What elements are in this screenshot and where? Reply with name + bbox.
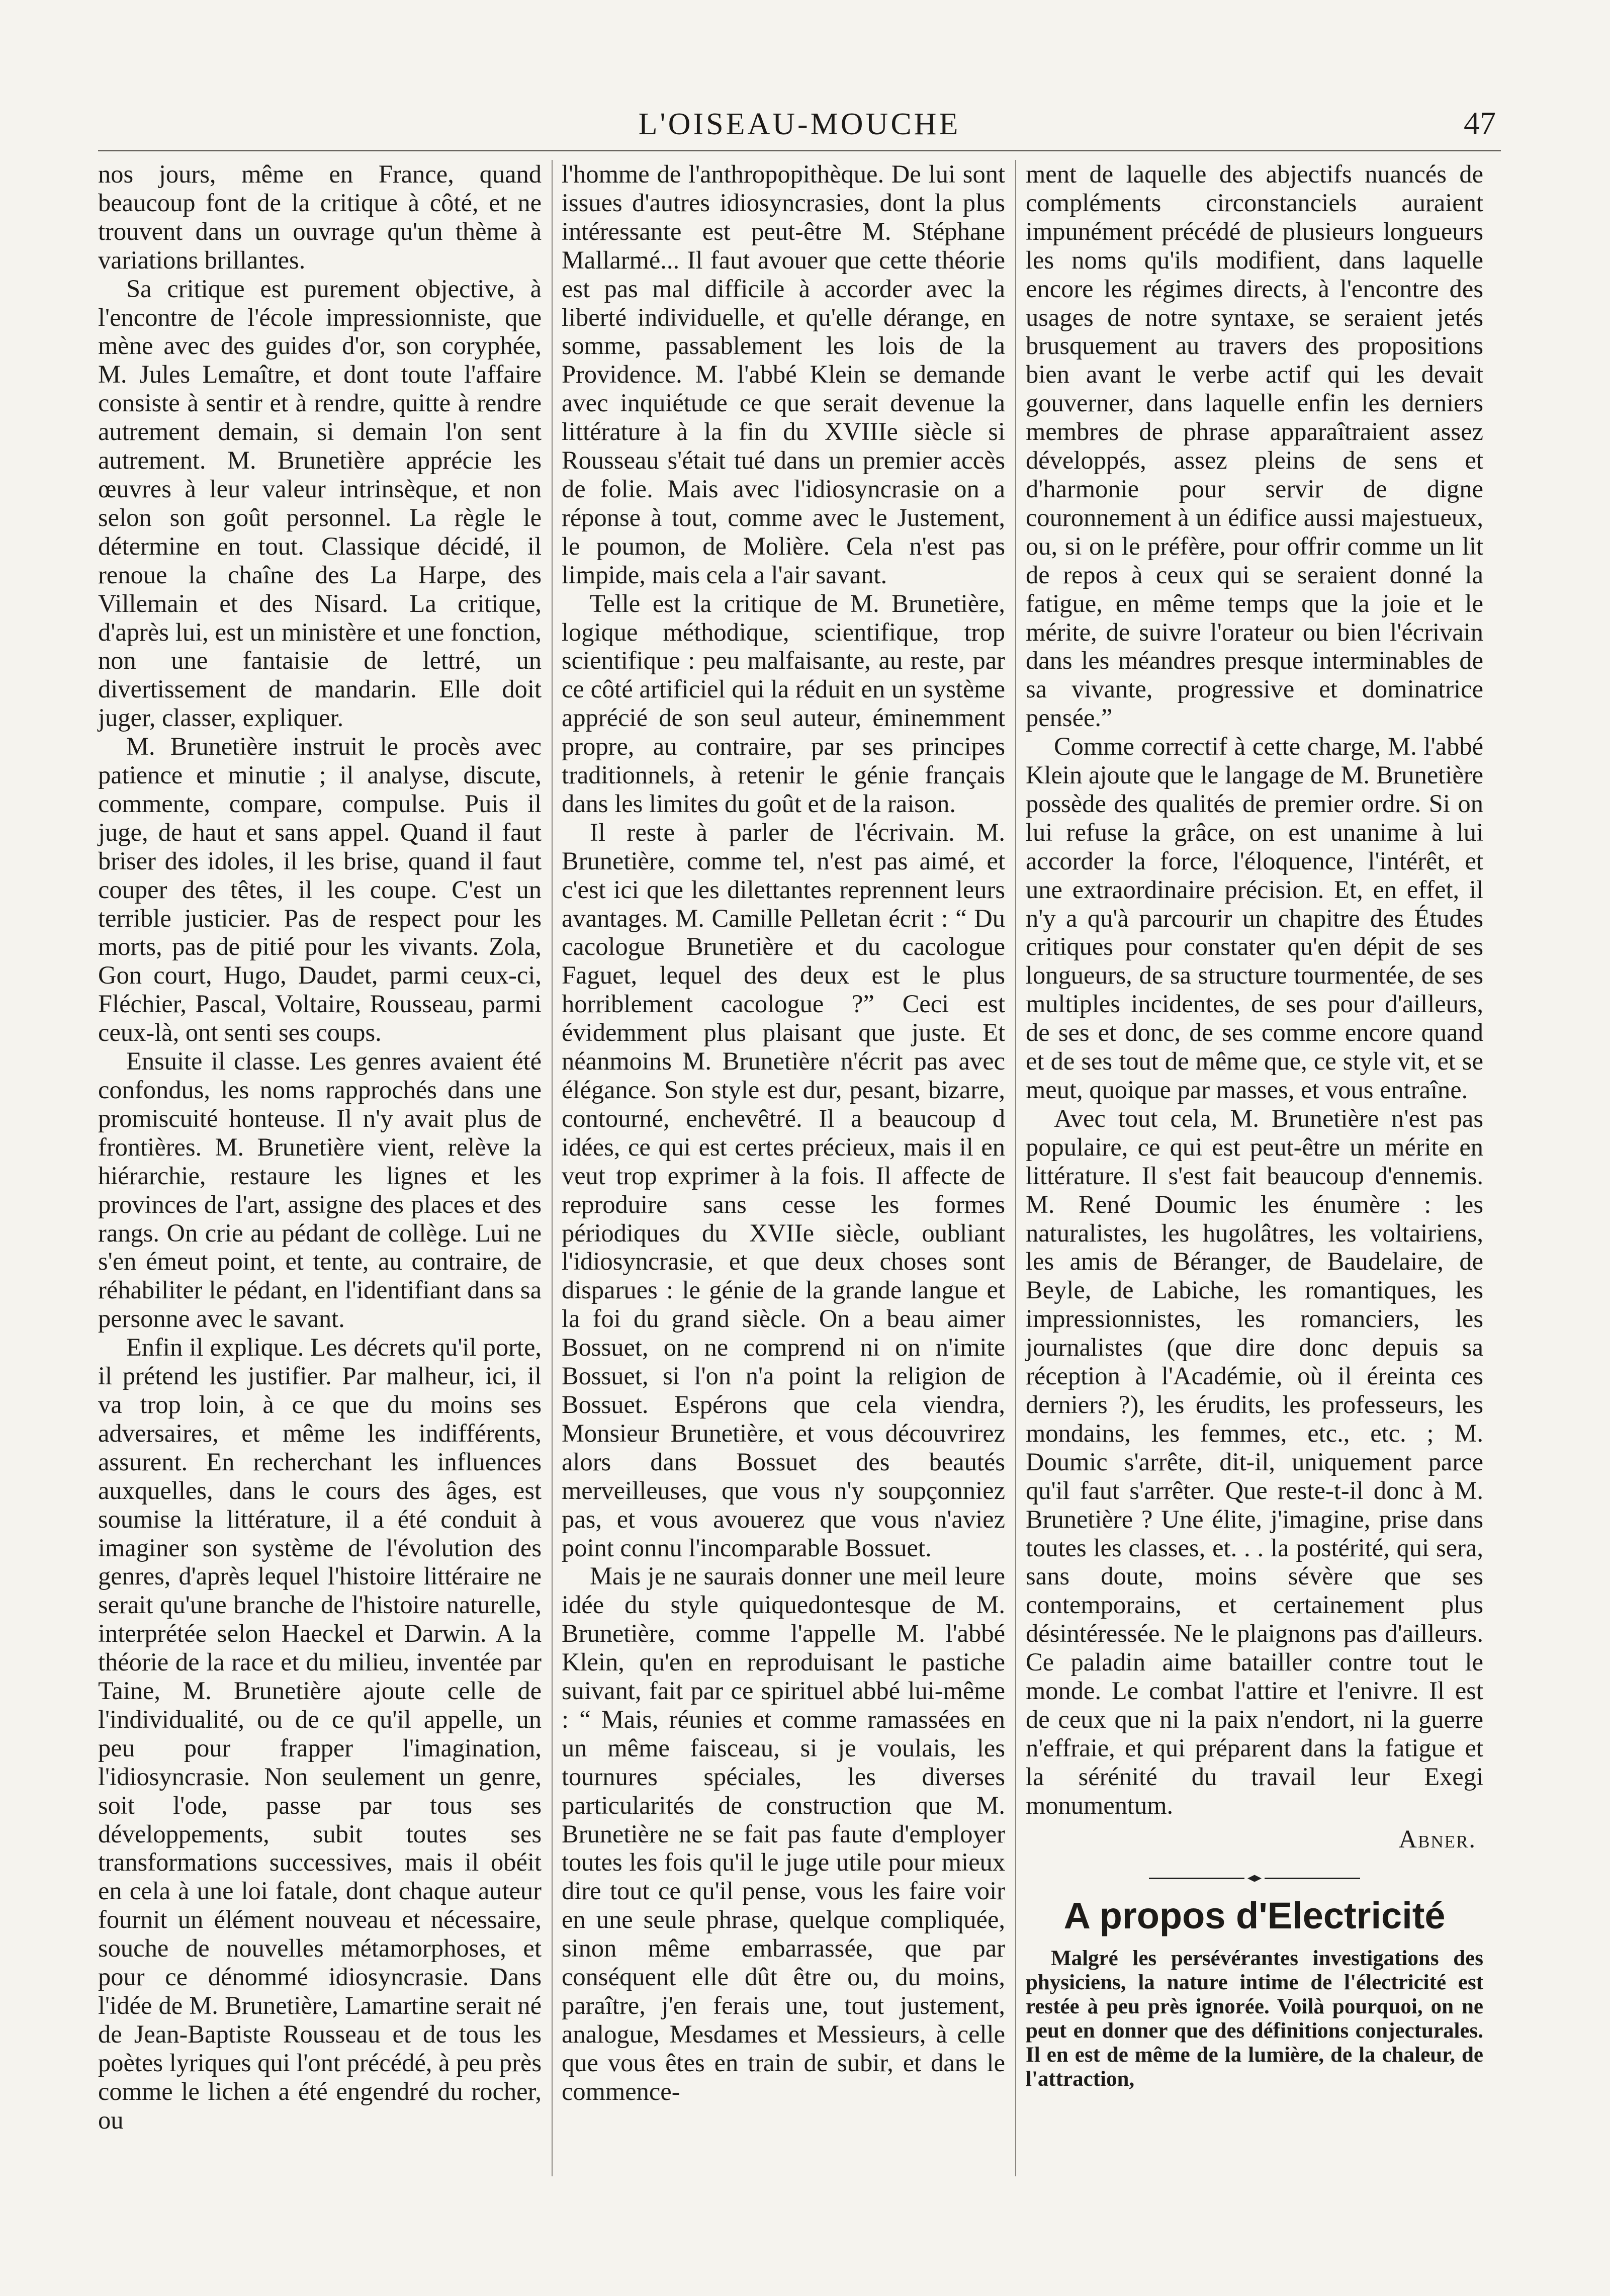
text-column-1 [98,160,542,2135]
paragraph: Malgré les persévérantes investigations des physiciens, la nature intime de l'électricité est restée à peu près ignorée. Voilà pourquoi, on ne peut en donner que des définitions conjecturales. Il en est de même de la lumière, de la chaleur, de l'attraction, [1026,1947,1483,2091]
paragraph: nos jours, même en France, quand beaucoup font de la critique à côté, et ne trouvent dans un ouvrage qu'un thème à variations brillantes. [98,160,542,274]
paragraph: Il reste à parler de l'écrivain. M. Brunetière, comme tel, n'est pas aimé, et c'est ici que les dilettantes reprennent leurs avantages. M. Camille Pelletan écrit : “ Du cacologue Brunetière et du cacologue Faguet, lequel des deux est le plus horriblement cacologue ?” Ceci est évidemment plus plaisant que juste. Et néanmoins M. Brunetière n'écrit pas avec élégance. Son style est dur, pesant, bizarre, contourné, enchevêtré. Il a beaucoup d idées, ce qui est certes précieux, mais il en veut trop exprimer à la fois. Il affecte de reproduire sans cesse les formes périodiques du XVIIe siècle, oubliant l'idiosyncrasie, et que deux choses sont disparues : le génie de la grande langue et la foi du grand siècle. On a beau aimer Bossuet, on ne comprend ni on n'imite Bossuet, si l'on n'a point la religion de Bossuet. Espérons que cela viendra, Monsieur Brunetière, et vous découvrirez alors dans Bossuet des beautés merveilleuses, que vous n'y soupçonniez pas, et vous avouerez que vous n'aviez point connu l'incomparable Bossuet. [562,818,1005,1562]
section-body [1026,1947,1483,2091]
paragraph: ment de laquelle des abjectifs nuancés de compléments circonstanciels auraient impunément précédé de plusieurs longueurs les noms qu'ils modifient, dans laquelle encore les régimes directs, à l'encontre des usages de notre syntaxe, se seraient jetés brusquement au travers des propositions bien avant le verbe actif qui les devait gouverner, dans laquelle enfin les derniers membres de phrase apparaîtraient assez développés, assez pleins de sens et d'harmonie pour servir de digne couronnement à un édifice aussi majestueux, ou, si on le préfère, pour offrir comme un lit de repos à ceux qui se seraient donné la fatigue, en même temps que la joie et le mérite, de suivre l'orateur ou bien l'écrivain dans les méandres presque interminables de sa vivante, progressive et dominatrice pensée.” [1026,160,1483,732]
paragraph: l'homme de l'anthropopithèque. De lui sont issues d'autres idiosyncrasies, dont la plus intéressante est peut-être M. Stéphane Mallarmé... Il faut avouer que cette théorie est pas mal difficile à accorder avec la liberté individuelle, et qu'elle dérange, en somme, passablement les lois de la Providence. M. l'abbé Klein se demande avec inquiétude ce que serait devenue la littérature à la fin du XVIIIe siècle si Rousseau s'était tué dans un premier accès de folie. Mais avec l'idiosyncrasie on a réponse à tout, comme avec le Justement, le poumon, de Molière. Cela n'est pas limpide, mais cela a l'air savant. [562,160,1005,589]
paragraph: Comme correctif à cette charge, M. l'abbé Klein ajoute que le langage de M. Brunetière possède des qualités de premier ordre. Si on lui refuse la grâce, on est unanime à lui accorder la force, l'éloquence, l'intérêt, et une extraordinaire précision. Et, en effet, il n'y a qu'à parcourir un chapitre des Études critiques pour constater qu'en dépit de ses longueurs, de sa structure tourmentée, de ses multiples incidentes, de ses pour d'ailleurs, de ses et donc, de ses comme encore quand et de ses tout de même que, ce style vit, et se meut, quoique par masses, et vous entraîne. [1026,732,1483,1104]
paragraph: Enfin il explique. Les décrets qu'il porte, il prétend les justifier. Par malheur, ici, il va trop loin, à ce que du moins ses adversaires, et même les indifférents, assurent. En recherchant les influences auxquelles, dans le cours des âges, est soumise la littérature, il a été conduit à imaginer son système de l'évolution des genres, d'après lequel l'histoire littéraire ne serait qu'une branche de l'histoire naturelle, interprétée selon Haeckel et Darwin. A la théorie de la race et du milieu, inventée par Taine, M. Brunetière ajoute celle de l'individualité, ou de ce qu'il appelle, un peu pour frapper l'imagination, l'idiosyncrasie. Non seulement un genre, soit l'ode, passe par tous ses développements, subit toutes ses transformations successives, mais il obéit en cela à une loi fatale, dont chaque auteur fournit un élément nouveau et nécessaire, souche de nouvelles métamorphoses, et pour ce dénommé idiosyncrasie. Dans l'idée de M. Brunetière, Lamartine serait né de Jean-Baptiste Rousseau et de tous les poètes lyriques qui l'ont précédé, à peu près comme le lichen a été engendré du rocher, ou [98,1333,542,2134]
paragraph: Sa critique est purement objective, à l'encontre de l'école impressionniste, que mène avec des guides d'or, son coryphée, M. Jules Lemaître, et dont toute l'affaire consiste à sentir et à rendre, quitte à rendre autrement demain, si demain l'on sent autrement. M. Brunetière apprécie les œuvres à leur valeur intrinsèque, et non selon son goût personnel. La règle le détermine en tout. Classique décidé, il renoue la chaîne des La Harpe, des Villemain et des Nisard. La critique, d'après lui, est un ministère et une fonction, non une fantaisie de lettré, un divertissement de mandarin. Elle doit juger, classer, expliquer. [98,274,542,732]
page-number: 47 [1464,105,1496,141]
paragraph: Telle est la critique de M. Brunetière, logique méthodique, scientifique, trop scientifique : peu malfaisante, au reste, par ce côté artificiel qui la réduit en un système apprécié de son seul auteur, éminemment propre, au contraire, par ses principes traditionnels, à retenir le génie français dans les limites du goût et de la raison. [562,589,1005,818]
paragraph: M. Brunetière instruit le procès avec patience et minutie ; il analyse, discute, commente, compare, compulse. Puis il juge, de haut et sans appel. Quand il faut briser des idoles, il les brise, quand il faut couper des têtes, il les coupe. C'est un terrible justicier. Pas de respect pour les morts, pas de pitié pour les vivants. Zola, Gon court, Hugo, Daudet, parmi ceux-ci, Fléchier, Pascal, Voltaire, Rousseau, parmi ceux-là, ont senti ses coups. [98,732,542,1047]
column-rule-2 [1015,160,1016,2176]
page-header [98,105,1501,151]
text-column-3 [1026,160,1483,2091]
section-title: A propos d'Electricité [1063,1895,1446,1937]
ornament-line [1265,1878,1360,1879]
paragraph: Ensuite il classe. Les genres avaient été confondus, les noms rapprochés dans une promiscuité honteuse. Il n'y avait plus de frontières. M. Brunetière vient, relève la hiérarchie, restaure les lignes et les provinces de l'art, assigne des places et des rangs. On crie au pédant de collège. Lui ne s'en émeut point, et tente, au contraire, de réhabiliter le pédant, en l'identifiant dans sa personne avec le savant. [98,1047,542,1333]
running-title: L'OISEAU-MOUCHE [638,107,961,141]
column-rule-1 [552,160,553,2176]
paragraph: Avec tout cela, M. Brunetière n'est pas populaire, ce qui est peut-être un mérite en littérature. Il s'est fait beaucoup d'ennemis. M. René Doumic les énumère : les naturalistes, les hugolâtres, les voltairiens, les amis de Béranger, de Baudelaire, de Beyle, de Labiche, les romantiques, les impressionnistes, les romanciers, les journalistes (que dire donc depuis sa réception à l'Académie, où il éreinta ces derniers ?), les érudits, les professeurs, les mondains, les femmes, etc., etc. ; M. Doumic s'arrête, dit-il, uniquement parce qu'il faut s'arrêter. Que reste-t-il donc à M. Brunetière ? Une élite, j'imagine, prise dans toutes les classes, et. . . la postérité, qui sera, sans doute, moins sévère que ses contemporains, et certainement plus désintéressée. Ne le plaignons pas d'ailleurs. Ce paladin aime batailler contre tout le monde. Le combat l'attire et l'enivre. Il est de ceux que ni la paix n'endort, ni la guerre n'effraie, et qui préparent dans la fatigue et la sérénité du travail leur Exegi monumentum. [1026,1104,1483,1819]
ornament-diamond-icon [1247,1875,1262,1882]
text-column-2 [562,160,1005,2106]
ornament-line [1149,1878,1244,1879]
paragraph: Mais je ne saurais donner une meil leure idée du style quiquedontesque de M. Brunetière, comme l'appelle M. l'abbé Klein, qu'en en reproduisant le pastiche suivant, fait par ce spirituel abbé lui-même : “ Mais, réunies et comme ramassées en un même faisceau, si je voulais, les tournures spéciales, les diverses particularités de construction que M. Brunetière ne se fait pas faute d'employer toutes les fois qu'il le juge utile pour mieux dire tout ce qu'il pense, vous les faire voir en une seule phrase, quelque compliquée, sinon même embarrassée, que par conséquent elle dût être ou, du moins, paraître, j'en ferais une, tout justement, analogue, Mesdames et Messieurs, à celle que vous êtes en train de subir, et dans le commence- [562,1562,1005,2105]
section-ornament [1026,1868,1483,1888]
author-signature: Abner. [1398,1824,1476,1853]
